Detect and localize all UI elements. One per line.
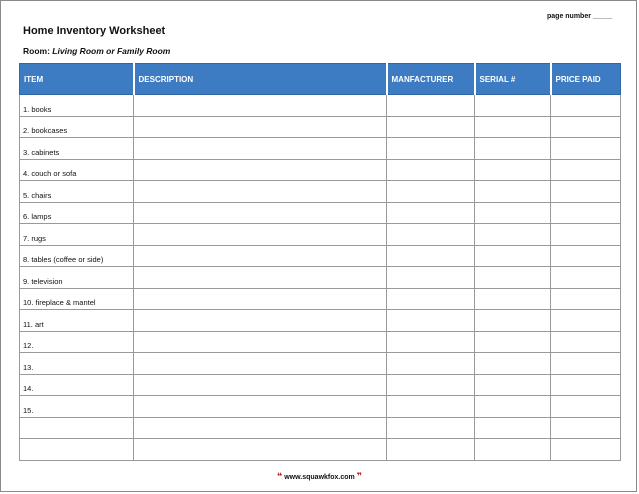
table-header-row [20, 64, 621, 95]
table-row [20, 267, 621, 289]
cell-description[interactable] [134, 310, 387, 332]
cell-manufacturer[interactable] [387, 310, 475, 332]
cell-serial[interactable] [475, 288, 551, 310]
cell-description[interactable] [134, 439, 387, 461]
cell-price[interactable] [551, 288, 621, 310]
table-row [20, 396, 621, 418]
cell-item: 10. fireplace & mantel [20, 288, 134, 310]
cell-manufacturer[interactable] [387, 331, 475, 353]
table-row [20, 439, 621, 461]
cell-description[interactable] [134, 353, 387, 375]
cell-serial[interactable] [475, 439, 551, 461]
cell-serial[interactable] [475, 310, 551, 332]
cell-price[interactable] [551, 374, 621, 396]
cell-item: 12. [20, 331, 134, 353]
page-number-label: page number _____ [547, 13, 613, 20]
cell-item: 4. couch or sofa [20, 159, 134, 181]
cell-item: 7. rugs [20, 224, 134, 246]
room-line [23, 46, 170, 56]
cell-description[interactable] [134, 95, 387, 117]
cell-serial[interactable] [475, 159, 551, 181]
cell-description[interactable] [134, 181, 387, 203]
cell-serial[interactable] [475, 396, 551, 418]
cell-description[interactable] [134, 396, 387, 418]
cell-manufacturer[interactable] [387, 353, 475, 375]
cell-manufacturer[interactable] [387, 202, 475, 224]
cell-serial[interactable] [475, 116, 551, 138]
cell-serial[interactable] [475, 417, 551, 439]
cell-manufacturer[interactable] [387, 95, 475, 117]
room-label: Room: [23, 46, 50, 56]
table-row [20, 95, 621, 117]
table-row [20, 417, 621, 439]
cell-item [20, 417, 134, 439]
cell-price[interactable] [551, 224, 621, 246]
cell-description[interactable] [134, 116, 387, 138]
cell-price[interactable] [551, 310, 621, 332]
table-row [20, 310, 621, 332]
cell-serial[interactable] [475, 374, 551, 396]
cell-item: 5. chairs [20, 181, 134, 203]
cell-manufacturer[interactable] [387, 288, 475, 310]
cell-description[interactable] [134, 417, 387, 439]
cell-price[interactable] [551, 202, 621, 224]
right-quote-mark-icon: ❞ [356, 471, 363, 481]
cell-item: 11. art [20, 310, 134, 332]
table-row [20, 159, 621, 181]
cell-price[interactable] [551, 439, 621, 461]
cell-item: 8. tables (coffee or side) [20, 245, 134, 267]
column-header-manufacturer: MANFACTURER [387, 64, 475, 95]
table-row [20, 245, 621, 267]
table-body [20, 95, 621, 461]
cell-item: 9. television [20, 267, 134, 289]
footer-website: www.squawkfox.com [284, 474, 355, 481]
cell-item: 15. [20, 396, 134, 418]
room-value: Living Room or Family Room [52, 46, 171, 56]
cell-price[interactable] [551, 267, 621, 289]
cell-price[interactable] [551, 353, 621, 375]
table-row [20, 331, 621, 353]
cell-price[interactable] [551, 95, 621, 117]
cell-description[interactable] [134, 288, 387, 310]
cell-manufacturer[interactable] [387, 417, 475, 439]
cell-item [20, 439, 134, 461]
cell-description[interactable] [134, 224, 387, 246]
table-row [20, 374, 621, 396]
cell-manufacturer[interactable] [387, 439, 475, 461]
cell-manufacturer[interactable] [387, 116, 475, 138]
column-header-item: ITEM [20, 64, 134, 95]
cell-price[interactable] [551, 417, 621, 439]
cell-serial[interactable] [475, 331, 551, 353]
table-row [20, 224, 621, 246]
cell-description[interactable] [134, 202, 387, 224]
cell-description[interactable] [134, 245, 387, 267]
page-title: Home Inventory Worksheet [23, 25, 166, 37]
cell-price[interactable] [551, 138, 621, 160]
cell-description[interactable] [134, 159, 387, 181]
cell-manufacturer[interactable] [387, 181, 475, 203]
cell-item: 3. cabinets [20, 138, 134, 160]
cell-price[interactable] [551, 331, 621, 353]
cell-manufacturer[interactable] [387, 396, 475, 418]
table-row [20, 202, 621, 224]
cell-description[interactable] [134, 331, 387, 353]
table-row [20, 138, 621, 160]
cell-manufacturer[interactable] [387, 267, 475, 289]
cell-price[interactable] [551, 159, 621, 181]
cell-serial[interactable] [475, 202, 551, 224]
cell-description[interactable] [134, 138, 387, 160]
cell-manufacturer[interactable] [387, 374, 475, 396]
cell-price[interactable] [551, 245, 621, 267]
cell-manufacturer[interactable] [387, 224, 475, 246]
cell-item: 14. [20, 374, 134, 396]
column-header-description: DESCRIPTION [134, 64, 387, 95]
cell-serial[interactable] [475, 181, 551, 203]
cell-item: 1. books [20, 95, 134, 117]
footer [1, 471, 638, 482]
inventory-table [19, 63, 621, 461]
left-quote-mark-icon: ❝ [276, 471, 283, 481]
cell-manufacturer[interactable] [387, 159, 475, 181]
table-row [20, 288, 621, 310]
cell-item: 6. lamps [20, 202, 134, 224]
cell-manufacturer[interactable] [387, 245, 475, 267]
cell-price[interactable] [551, 116, 621, 138]
table-row [20, 181, 621, 203]
cell-serial[interactable] [475, 224, 551, 246]
cell-serial[interactable] [475, 353, 551, 375]
column-header-price: PRICE PAID [551, 64, 621, 95]
cell-description[interactable] [134, 374, 387, 396]
cell-serial[interactable] [475, 138, 551, 160]
column-header-serial: SERIAL # [475, 64, 551, 95]
table-row [20, 353, 621, 375]
cell-item: 13. [20, 353, 134, 375]
cell-item: 2. bookcases [20, 116, 134, 138]
cell-description[interactable] [134, 267, 387, 289]
cell-price[interactable] [551, 181, 621, 203]
cell-manufacturer[interactable] [387, 138, 475, 160]
cell-serial[interactable] [475, 95, 551, 117]
table-row [20, 116, 621, 138]
cell-serial[interactable] [475, 245, 551, 267]
cell-serial[interactable] [475, 267, 551, 289]
cell-price[interactable] [551, 396, 621, 418]
